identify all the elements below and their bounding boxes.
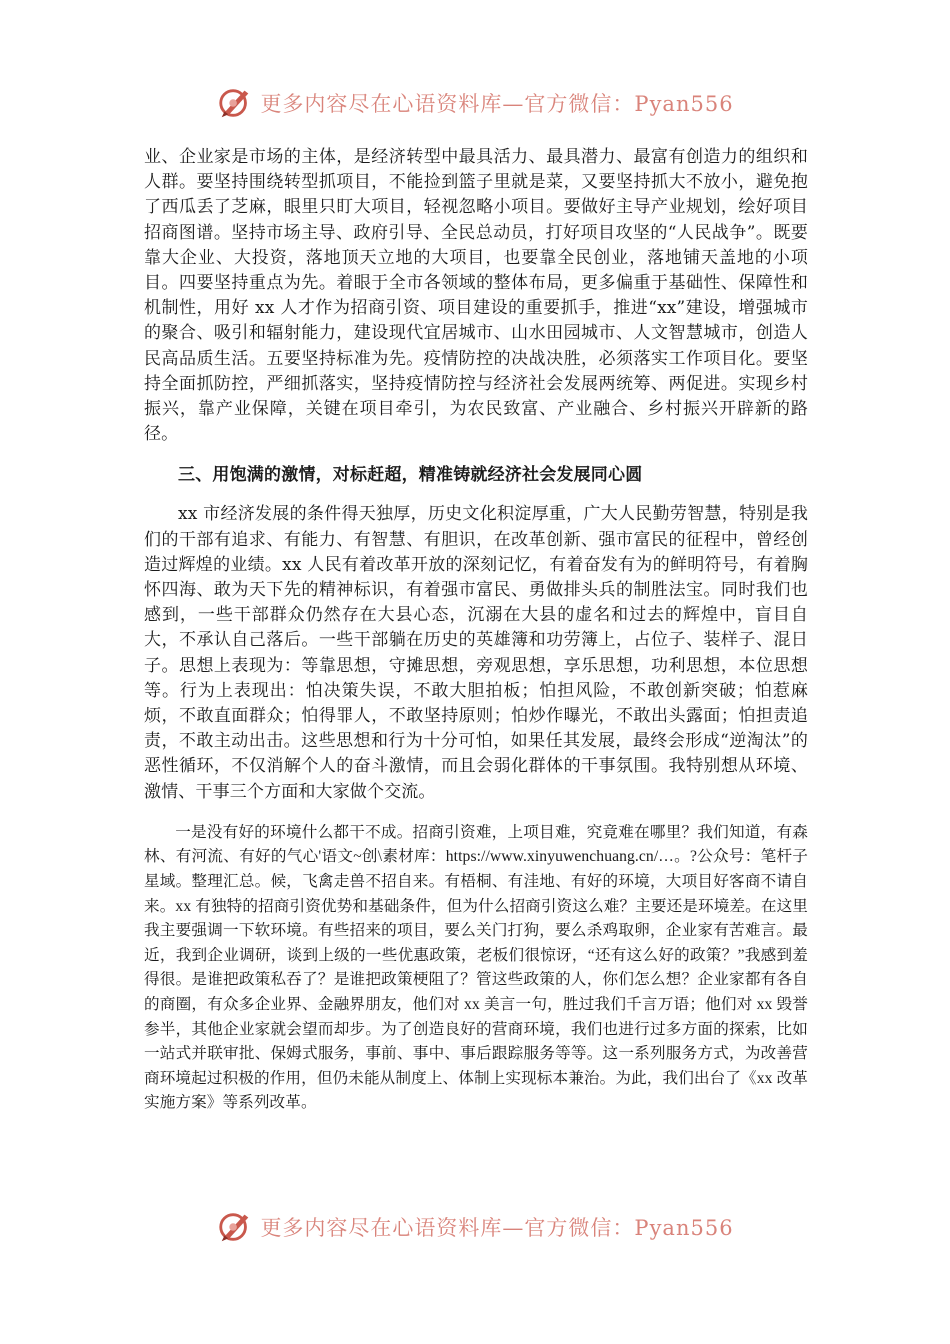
paragraph-2: xx 市经济发展的条件得天独厚，历史文化积淀厚重，广大人民勤劳智慧，特别是我们的干部有追求、有能力、有智慧、有胆识，在改革创新、强市富民的征程中，曾经创造过辉煌的业绩。xx 人民有着改革开放的深刻记忆，有着奋发有为的鲜明符号，有着胸怀四海、敢为天下先的精神标识，有着强市富民、勇做排头兵的制胜法宝。同时我们也感到，一些干部群众仍然存在大县心态，沉溺在大县的虚名和过去的辉煌中，盲目自大，不承认自己落后。一些干部躺在历史的英雄簿和功劳簿上，占位子、装样子、混日子。思想上表现为：等靠思想，守摊思想，旁观思想，享乐思想，功利思想，本位思想等。行为上表现出：怕决策失误，不敢大胆拍板；怕担风险，不敢创新突破；怕惹麻烦，不敢直面群众；怕得罪人，不敢坚持原则；怕炒作曝光，不敢出头露面；怕担责追责，不敢主动出击。这些思想和行为十分可怕，如果任其发展，最终会形成“逆淘汰”的恶性循环，不仅消解个人的奋斗激情，而且会弱化群体的干事氛围。我特别想从环境、激情、干事三个方面和大家做个交流。 — [144, 504, 808, 802]
watermark-text: 更多内容尽在心语资料库—官方微信：Pyan556 — [260, 1216, 734, 1240]
paragraph-3: 一是没有好的环境什么都干不成。招商引资难，上项目难，究竟难在哪里？我们知道，有森林、有河流、有好的气心'语文~创\素材库：https://www.xinyuwenchuang.cn/…。?公众号：笔杆子星域。整理汇总。候，飞禽走兽不招自来。有梧桐、有洼地、有好的环境，大项目好客商不请自来。xx 有独特的招商引资优势和基础条件，但为什么招商引资这么难？主要还是环境差。在这里我主要强调一下软环境。有些招来的项目，要么关门打狗，要么杀鸡取卵，企业家有苦难言。最近，我到企业调研，谈到上级的一些优惠政策，老板们很惊讶，“还有这么好的政策？”我感到羞得很。是谁把政策私吞了？是谁把政策梗阻了？管这些政策的人，你们怎么想？企业家都有各自的商圈，有众多企业界、金融界朋友，他们对 xx 美言一句，胜过我们千言万语；他们对 xx 毁誉参半，其他企业家就会望而却步。为了创造良好的营商环境，我们也进行过多方面的探索，比如一站式并联审批、保姆式服务，事前、事中、事后跟踪服务等等。这一系列服务方式，为改善营商环境起过积极的作用，但仍未能从制度上、体制上实现标本兼治。为此，我们出台了《xx 改革实施方案》等系列改革。 — [144, 823, 808, 1112]
watermark-text: 更多内容尽在心语资料库—官方微信：Pyan556 — [260, 92, 734, 116]
pen-logo-icon — [216, 1208, 254, 1246]
section-heading: 三、用饱满的激情，对标赶超，精准铸就经济社会发展同心圆 — [178, 465, 643, 486]
pen-logo-icon — [216, 84, 254, 122]
document-body — [144, 145, 808, 1116]
paragraph-1: 业、企业家是市场的主体，是经济转型中最具活力、最具潜力、最富有创造力的组织和人群。要坚持围绕转型抓项目，不能捡到篮子里就是菜，又要坚持抓大不放小，避免抱了西瓜丢了芝麻，眼里只盯大项目，轻视忽略小项目。要做好主导产业规划，绘好项目招商图谱。坚持市场主导、政府引导、全民总动员，打好项目攻坚的“人民战争”。既要靠大企业、大投资，落地顶天立地的大项目，也要靠全民创业，落地铺天盖地的小项目。四要坚持重点为先。着眼于全市各领域的整体布局，更多偏重于基础性、保障性和机制性，用好 xx 人才作为招商引资、项目建设的重要抓手，推进“xx”建设，增强城市的聚合、吸引和辐射能力，建设现代宜居城市、山水田园城市、人文智慧城市，创造人民高品质生活。五要坚持标准为先。疫情防控的决战决胜，必须落实工作项目化。要坚持全面抓防控，严细抓落实，坚持疫情防控与经济社会发展两统筹、两促进。实现乡村振兴，靠产业保障，关键在项目牵引，为农民致富、产业融合、乡村振兴开辟新的路径。 — [144, 147, 808, 445]
watermark-footer — [0, 1208, 950, 1246]
watermark-header — [0, 84, 950, 122]
